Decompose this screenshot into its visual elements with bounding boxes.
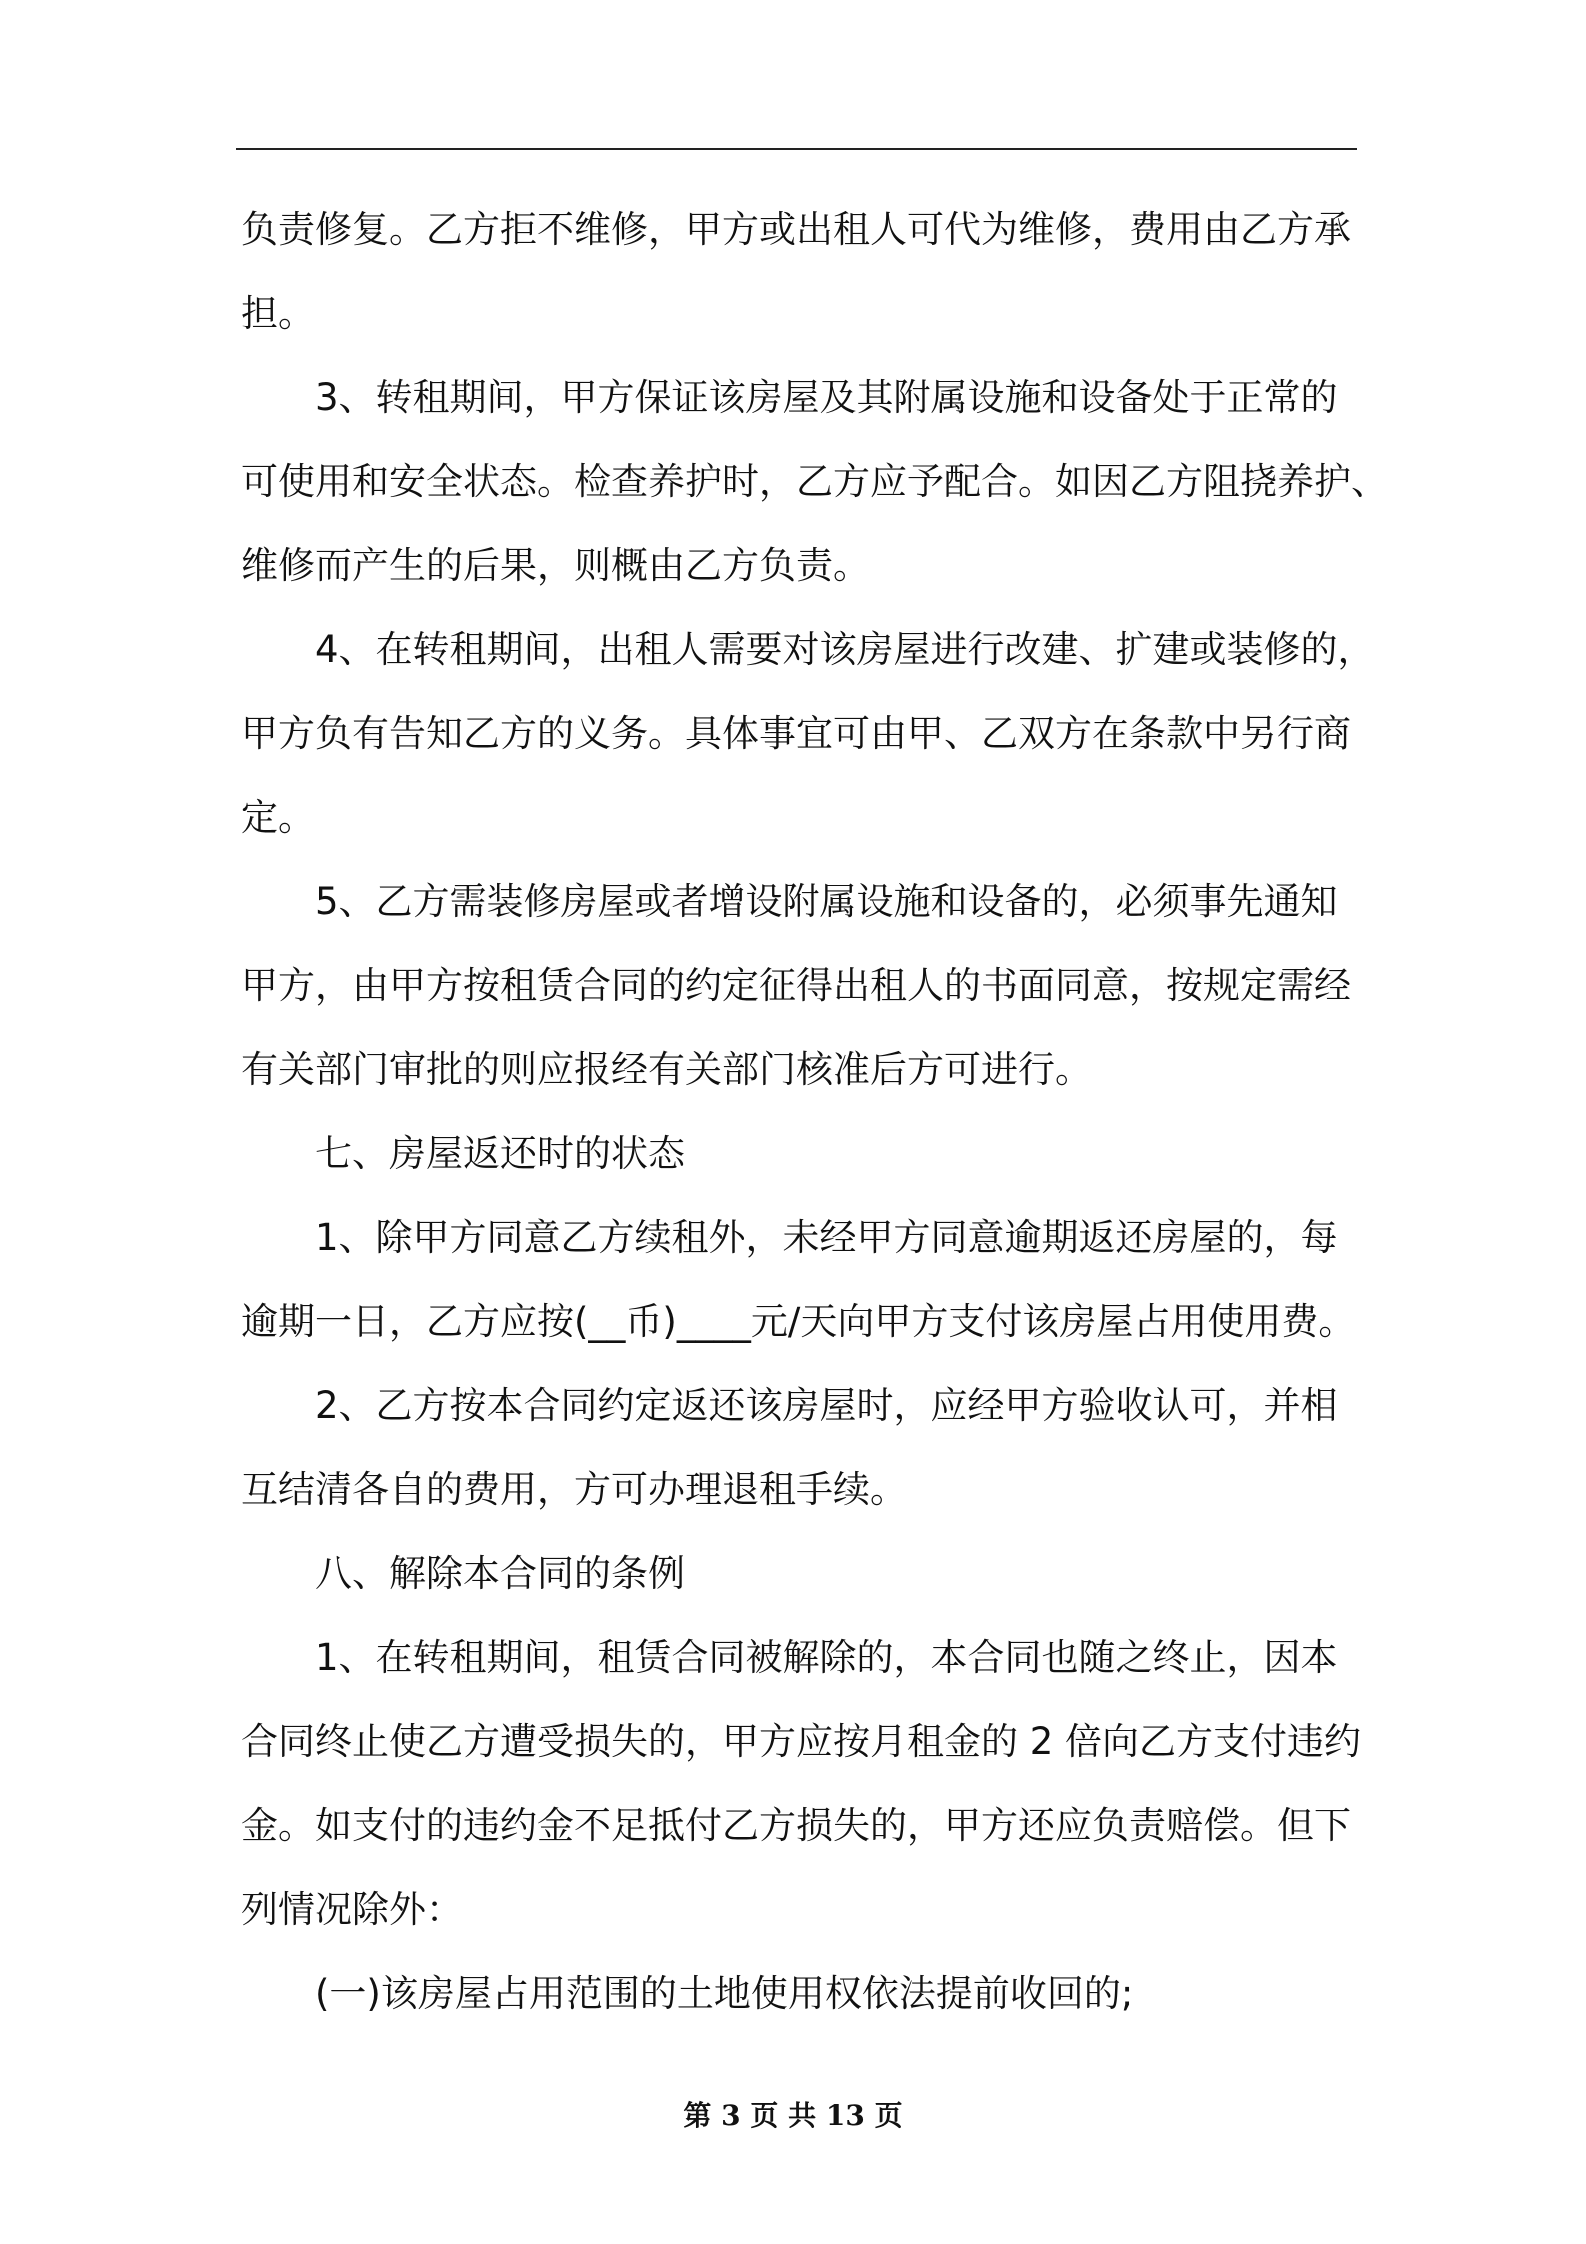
text-line: (一)该房屋占用范围的土地使用权依法提前收回的; bbox=[315, 1972, 1134, 2015]
text-line: 互结清各自的费用，方可办理退租手续。 bbox=[241, 1468, 907, 1511]
text-line: 5、乙方需装修房屋或者增设附属设施和设备的，必须事先通知 bbox=[315, 880, 1338, 923]
text-line: 金。如支付的违约金不足抵付乙方损失的，甲方还应负责赔偿。但下 bbox=[241, 1804, 1351, 1847]
text-line: 逾期一日，乙方应按(__币)____元/天向甲方支付该房屋占用使用费。 bbox=[241, 1300, 1356, 1343]
text-line: 有关部门审批的则应报经有关部门核准后方可进行。 bbox=[241, 1048, 1092, 1091]
text-line: 维修而产生的后果，则概由乙方负责。 bbox=[241, 544, 870, 587]
text-line: 3、转租期间，甲方保证该房屋及其附属设施和设备处于正常的 bbox=[315, 376, 1338, 419]
text-line: 合同终止使乙方遭受损失的，甲方应按月租金的 2 倍向乙方支付违约 bbox=[241, 1720, 1362, 1763]
text-line: 4、在转租期间，出租人需要对该房屋进行改建、扩建或装修的， bbox=[315, 628, 1375, 671]
text-line: 甲方，由甲方按租赁合同的约定征得出租人的书面同意，按规定需经 bbox=[241, 964, 1351, 1007]
text-line: 2、乙方按本合同约定返还该房屋时，应经甲方验收认可，并相 bbox=[315, 1384, 1338, 1427]
page-number: 第 3 页 共 13 页 bbox=[683, 2099, 903, 2132]
text-line: 甲方负有告知乙方的义务。具体事宜可由甲、乙双方在条款中另行商 bbox=[241, 712, 1351, 755]
text-line: 负责修复。乙方拒不维修，甲方或出租人可代为维修，费用由乙方承 bbox=[241, 208, 1351, 251]
text-line: 可使用和安全状态。检查养护时，乙方应予配合。如因乙方阻挠养护、 bbox=[241, 460, 1388, 503]
text-line: 七、房屋返还时的状态 bbox=[315, 1132, 685, 1175]
text-line: 八、解除本合同的条例 bbox=[315, 1552, 685, 1595]
header-rule bbox=[236, 148, 1357, 150]
text-line: 担。 bbox=[241, 292, 315, 335]
text-line: 列情况除外： bbox=[241, 1888, 463, 1931]
text-line: 定。 bbox=[241, 796, 315, 839]
text-line: 1、在转租期间，租赁合同被解除的，本合同也随之终止，因本 bbox=[315, 1636, 1338, 1679]
text-line: 1、除甲方同意乙方续租外，未经甲方同意逾期返还房屋的，每 bbox=[315, 1216, 1338, 1259]
document-body bbox=[241, 188, 1388, 2036]
